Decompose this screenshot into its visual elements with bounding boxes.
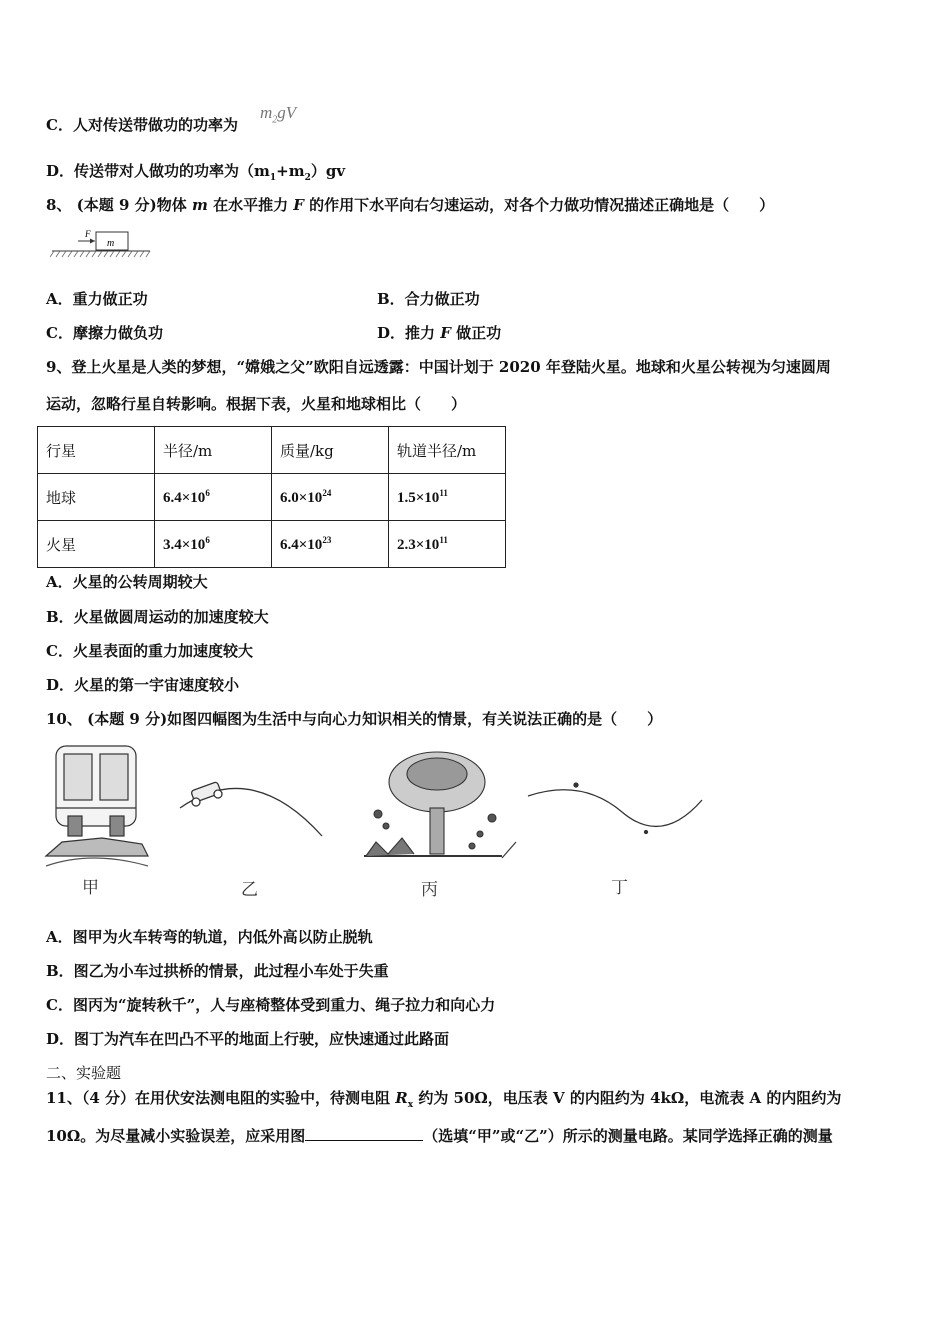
q10-option-a: A．图甲为火车转弯的轨道，内低外高以防止脱轨 [46,928,373,946]
q11-line1: 11、（4 分）在用伏安法测电阻的实验中，待测电阻 $R_x$ 约为 50Ω，电压表 V 的内阻约为 4kΩ，电流表 A 的内阻约为 [46,1089,842,1110]
q10-option-b: B．图乙为小车过拱桥的情景，此过程小车处于失重 [46,962,389,980]
caption-jia: 甲 [82,878,99,898]
caption-yi: 乙 [241,880,258,900]
train-on-curve-illustration [46,746,148,866]
bumpy-road-illustration [528,783,702,834]
header-cell: 轨道半径/m [389,427,506,474]
header-cell: 行星 [38,427,155,474]
answer-blank[interactable] [305,1126,423,1141]
section-title: 二、实验题 [46,1064,122,1082]
mass-cell: $6.4\times 10^{23}$ [272,521,389,568]
q9-option-b: B．火星做圆周运动的加速度较大 [46,608,269,626]
q8-stem: 8、 (本题 9 分)物体 m 在水平推力 F 的作用下水平向右匀速运动，对各个力做功情况描述正确地是（ ） [46,196,775,214]
q8-block-figure [50,226,155,262]
planet-table [37,426,506,568]
q7-option-c-formula: $m_2gV$ [260,103,297,126]
q9-option-d: D．火星的第一宇宙速度较小 [46,676,240,694]
radius-cell: $6.4\times 10^6$ [155,474,272,521]
caption-bing: 丙 [421,880,438,900]
ground-hatching [50,251,150,257]
caption-ding: 丁 [611,878,628,898]
force-label: F [85,229,91,239]
planet-name: 地球 [38,474,155,521]
q8-option-b: B．合力做正功 [377,290,480,308]
rotating-swing-ride-illustration [364,752,516,858]
q10-option-d: D．图丁为汽车在凹凸不平的地面上行驶，应快速通过此路面 [46,1030,450,1048]
car-over-arch-bridge-illustration [180,782,322,836]
header-cell: 半径/m [155,427,272,474]
q7-option-d: D．传送带对人做功的功率为$(m_1+m_2)gv$ [46,162,346,183]
q8-option-d: D．推力 F 做正功 [377,324,502,342]
table-row [38,521,506,568]
orbit-cell: $2.3\times 10^{11}$ [389,521,506,568]
q7-option-c [46,115,238,135]
radius-cell: $3.4\times 10^6$ [155,521,272,568]
q11-line2: 10Ω。为尽量减小实验误差，应采用图 （选填“甲”或“乙”）所示的测量电路。某同学选择正确的测量 [46,1127,833,1145]
q7-option-c-text: C．人对传送带做功的功率为 [46,116,238,134]
q10-stem: 10、 (本题 9 分)如图四幅图为生活中与向心力知识相关的情景，有关说法正确的是（ ） [46,710,663,728]
q8-option-a: A．重力做正功 [46,290,148,308]
q9-option-a: A．火星的公转周期较大 [46,573,208,591]
q9-option-c: C．火星表面的重力加速度较大 [46,642,253,660]
mass-cell: $6.0\times 10^{24}$ [272,474,389,521]
q10-scenes-figure [42,738,712,873]
force-arrowhead [90,239,95,244]
block-label: m [107,238,115,249]
q9-stem-line1: 9、登上火星是人类的梦想，“嫦娥之父”欧阳自远透露：中国计划于 2020 年登陆火星。地球和火星公转视为匀速圆周 [46,358,831,376]
header-cell: 质量/kg [272,427,389,474]
q9-stem-line2: 运动，忽略行星自转影响。根据下表，火星和地球相比（ ） [46,395,467,413]
table-row [38,474,506,521]
table-header-row [38,427,506,474]
q10-option-c: C．图丙为“旋转秋千”，人与座椅整体受到重力、绳子拉力和向心力 [46,996,496,1014]
q8-option-c: C．摩擦力做负功 [46,324,163,342]
orbit-cell: $1.5\times 10^{11}$ [389,474,506,521]
planet-name: 火星 [38,521,155,568]
